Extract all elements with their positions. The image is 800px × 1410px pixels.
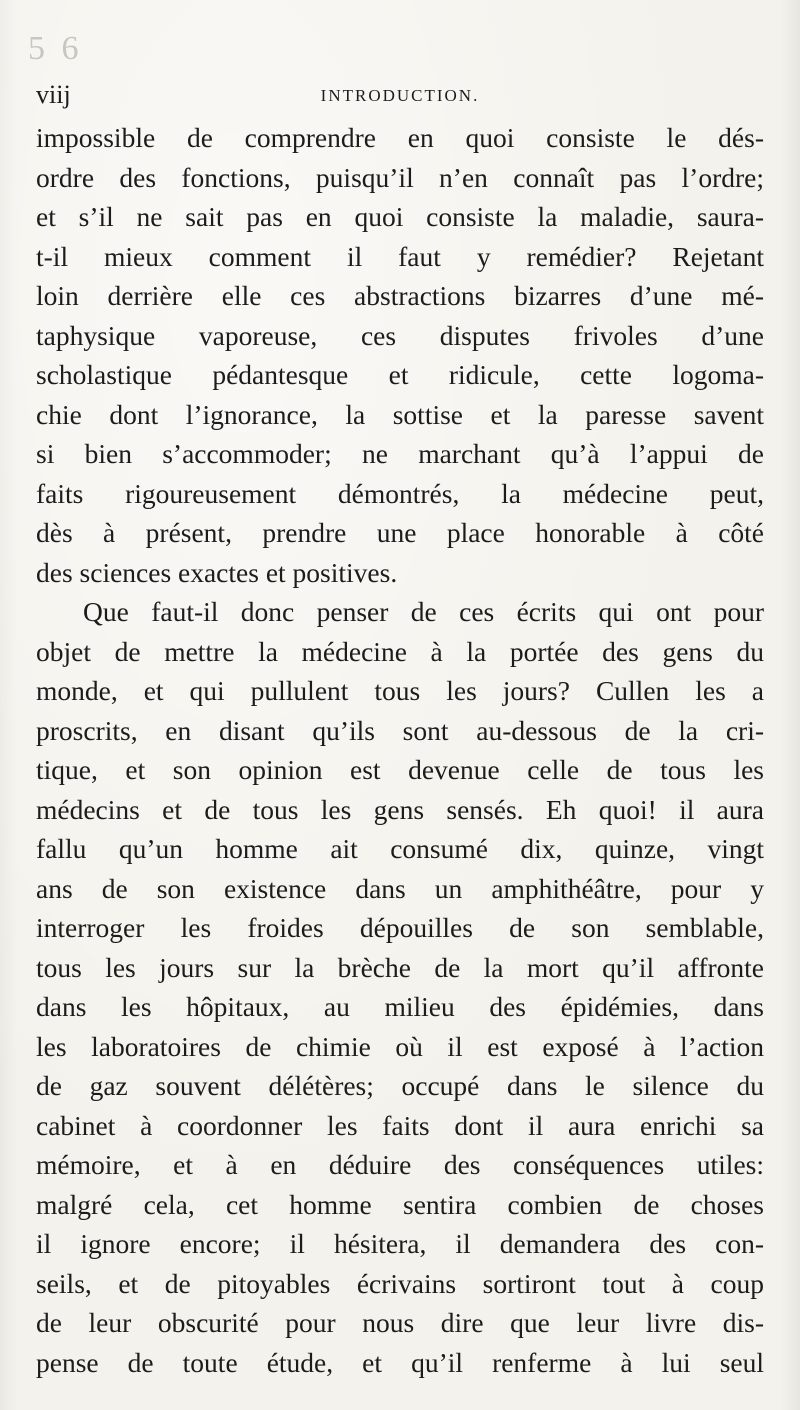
text-line: proscrits, en disant qu’ils sont au-dessous de la cri- [36, 714, 764, 746]
page-number: viij [36, 80, 71, 109]
text-line: il ignore encore; il hésitera, il demandera des con- [36, 1228, 764, 1259]
running-head [36, 80, 764, 110]
text-line: et s’il ne sait pas en quoi consiste la maladie, saura- [36, 201, 764, 232]
text-line: loin derrière elle ces abstractions bizarres d’une mé- [36, 280, 764, 311]
text-line: monde, et qui pullulent tous les jours? Cullen les a [36, 675, 764, 706]
faded-corner-mark: 5 6 [28, 30, 83, 67]
text-line: ans de son existence dans un amphithéâtre, pour y [36, 872, 764, 904]
text-line: impossible de comprendre en quoi consiste le dés- [36, 122, 764, 153]
text-line: cabinet à coordonner les faits dont il aura enrichi sa [36, 1109, 764, 1141]
text-line: seils, et de pitoyables écrivains sortiront tout à coup [36, 1267, 764, 1299]
text-line: malgré cela, cet homme sentira combien de choses [36, 1188, 764, 1220]
text-line: taphysique vaporeuse, ces disputes frivoles d’une [36, 319, 764, 351]
body-text [36, 118, 764, 1382]
text-line: scholastique pédantesque et ridicule, cette logoma- [36, 359, 764, 390]
text-line: mémoire, et à en déduire des conséquences utiles: [36, 1149, 764, 1180]
text-line: médecins et de tous les gens sensés. Eh quoi! il aura [36, 793, 764, 825]
text-line: fallu qu’un homme ait consumé dix, quinze, vingt [36, 833, 764, 864]
text-line: dans les hôpitaux, au milieu des épidémies, dans [36, 991, 764, 1022]
text-line: objet de mettre la médecine à la portée des gens du [36, 635, 764, 667]
text-line: pense de toute étude, et qu’il renferme à lui seul [36, 1346, 764, 1378]
text-line: interroger les froides dépouilles de son semblable, [36, 912, 764, 943]
text-line: ordre des fonctions, puisqu’il n’en connaît pas l’ordre; [36, 161, 764, 193]
text-line: de gaz souvent délétères; occupé dans le silence du [36, 1070, 764, 1101]
text-line: de leur obscurité pour nous dire que leur livre dis- [36, 1307, 764, 1338]
text-line: les laboratoires de chimie où il est exposé à l’action [36, 1030, 764, 1062]
section-title: INTRODUCTION. [320, 86, 480, 105]
paragraph-start-line: Que faut-il donc penser de ces écrits qui ont pour [83, 596, 764, 627]
text-line: tous les jours sur la brèche de la mort qu’il affronte [36, 951, 764, 983]
paragraph-end-line: des sciences exactes et positives. [36, 556, 398, 588]
text-line: faits rigoureusement démontrés, la médecine peut, [36, 477, 764, 509]
text-line: t-il mieux comment il faut y remédier? Rejetant [36, 240, 764, 272]
text-line: chie dont l’ignorance, la sottise et la paresse savent [36, 398, 764, 430]
text-line: dès à présent, prendre une place honorable à côté [36, 517, 764, 548]
text-line: si bien s’accommoder; ne marchant qu’à l’appui de [36, 438, 764, 469]
text-line: tique, et son opinion est devenue celle de tous les [36, 754, 764, 785]
